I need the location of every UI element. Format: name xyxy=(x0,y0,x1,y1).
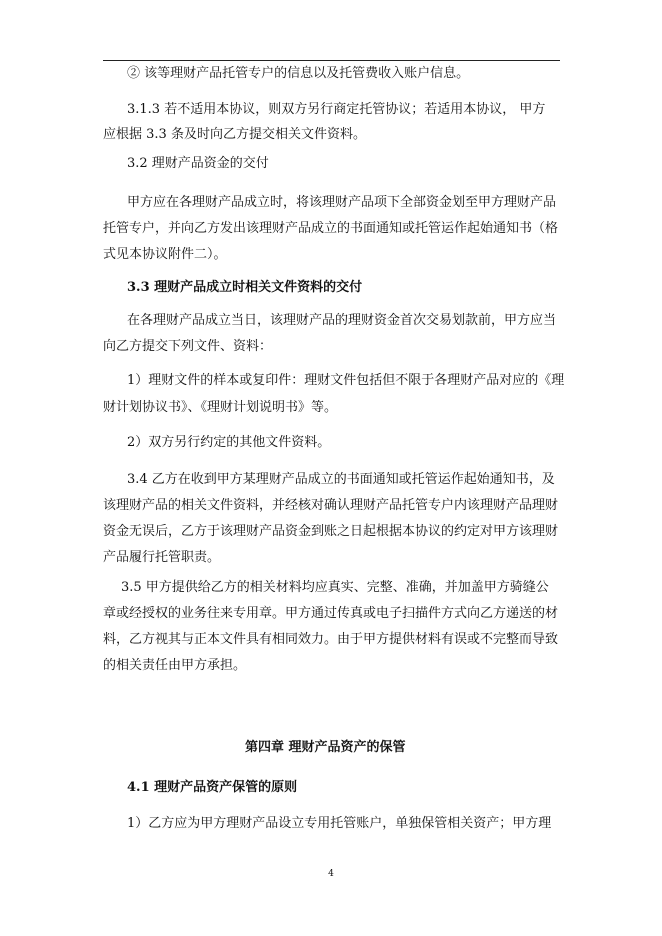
text-line: 产品履行托管职责。 xyxy=(103,550,221,565)
section-heading: 3.2 理财产品资金的交付 xyxy=(127,156,269,171)
text-line: ② 该等理财产品托管专户的信息以及托管费收入账户信息。 xyxy=(127,66,470,81)
text-line: 应根据 3.3 条及时向乙方提交相关文件资料。 xyxy=(103,127,366,142)
text-line: 2）双方另行约定的其他文件资料。 xyxy=(127,435,331,450)
text-line: 1）理财文件的样本或复印件：理财文件包括但不限于各理财产品对应的《理 xyxy=(127,373,565,388)
text-line: 甲方应在各理财产品成立时，将该理财产品项下全部资金划至甲方理财产品 xyxy=(127,195,557,210)
text-line: 料，乙方视其与正本文件具有相同效力。由于甲方提供材料有误或不完整而导致 xyxy=(103,632,559,647)
text-line: 在各理财产品成立当日，该理财产品的理财资金首次交易划款前，甲方应当 xyxy=(127,313,557,328)
text-line: 1）乙方应为甲方理财产品设立专用托管账户，单独保管相关资产；甲方理 xyxy=(127,816,552,831)
text-line: 3.1.3 若不适用本协议，则双方另行商定托管协议；若适用本协议， 甲方 xyxy=(127,102,546,117)
text-line: 3.5 甲方提供给乙方的相关材料均应真实、完整、准确，并加盖甲方骑缝公 xyxy=(121,580,549,595)
page-number: 4 xyxy=(328,869,334,879)
text-line: 向乙方提交下列文件、资料： xyxy=(103,339,273,354)
text-line: 3.4 乙方在收到甲方某理财产品成立的书面通知或托管运作起始通知书，及 xyxy=(127,472,555,487)
text-line: 资金无误后，乙方于该理财产品资金到账之日起根据本协议的约定对甲方该理财 xyxy=(103,524,559,539)
header-rule xyxy=(103,60,560,61)
chapter-title: 第四章 理财产品资产的保管 xyxy=(245,740,406,755)
section-heading: 3.3 理财产品成立时相关文件资料的交付 xyxy=(127,280,363,295)
text-line: 该理财产品的相关文件资料，并经核对确认理财产品托管专户内该理财产品理财 xyxy=(103,498,559,513)
text-line: 托管专户，并向乙方发出该理财产品成立的书面通知或托管运作起始通知书（格 xyxy=(103,221,559,236)
text-line: 财计划协议书》、《理财计划说明书》等。 xyxy=(103,400,338,415)
text-line: 的相关责任由甲方承担。 xyxy=(103,658,247,673)
text-line: 章或经授权的业务往来专用章。甲方通过传真或电子扫描件方式向乙方递送的材 xyxy=(103,606,559,621)
text-line: 式见本协议附件二）。 xyxy=(103,247,227,262)
section-heading: 4.1 理财产品资产保管的原则 xyxy=(127,780,298,795)
